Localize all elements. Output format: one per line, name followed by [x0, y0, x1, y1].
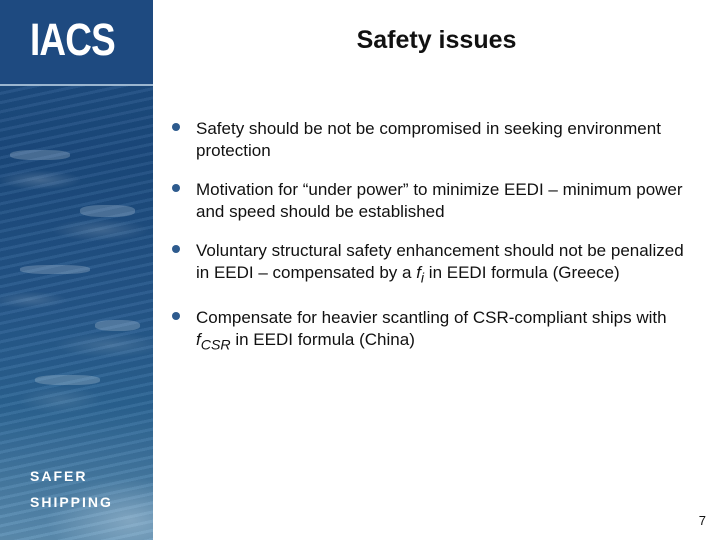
tagline-line-2: SHIPPING — [30, 494, 113, 510]
bullet-item — [172, 240, 692, 289]
formula-subscript: CSR — [200, 337, 231, 354]
logo-block — [0, 0, 153, 84]
bullet-text — [196, 240, 692, 289]
bullet-text: Safety should be not be compromised in seeking environment protection — [196, 119, 661, 160]
formula-symbol: f — [416, 262, 421, 282]
bullet-item — [172, 118, 692, 161]
ice-floe — [35, 375, 100, 385]
bullet-item — [172, 179, 692, 222]
bullet-icon — [172, 184, 180, 192]
bullet-icon — [172, 312, 180, 320]
bullet-text — [196, 307, 692, 356]
bullet-item — [172, 307, 692, 356]
ice-floe — [20, 265, 90, 274]
ice-floe — [10, 150, 70, 160]
bullet-text-after: in EEDI formula (China) — [230, 329, 415, 349]
bullet-list — [172, 118, 692, 375]
bullet-text-before: Voluntary structural safety enhancement should not be penalized in EEDI – compensated by a — [196, 241, 684, 282]
page-number: 7 — [698, 513, 706, 528]
bullet-text-after: in EEDI formula (Greece) — [424, 262, 620, 282]
ice-floe — [95, 320, 140, 331]
bullet-text: Motivation for “under power” to minimize EEDI – minimum power and speed should be established — [196, 180, 683, 221]
logo: IACS — [30, 14, 115, 65]
bullet-text-before: Compensate for heavier scantling of CSR-compliant ships with — [196, 308, 667, 328]
ice-floe — [80, 205, 135, 217]
tagline — [30, 463, 113, 515]
tagline-line-1: SAFER — [30, 468, 88, 484]
bullet-icon — [172, 123, 180, 131]
formula-subscript: i — [420, 269, 425, 286]
logo-divider — [0, 84, 153, 86]
slide-title: Safety issues — [356, 26, 517, 54]
bullet-icon — [172, 245, 180, 253]
formula-symbol: f — [196, 329, 201, 349]
sidebar-panel — [0, 0, 153, 540]
